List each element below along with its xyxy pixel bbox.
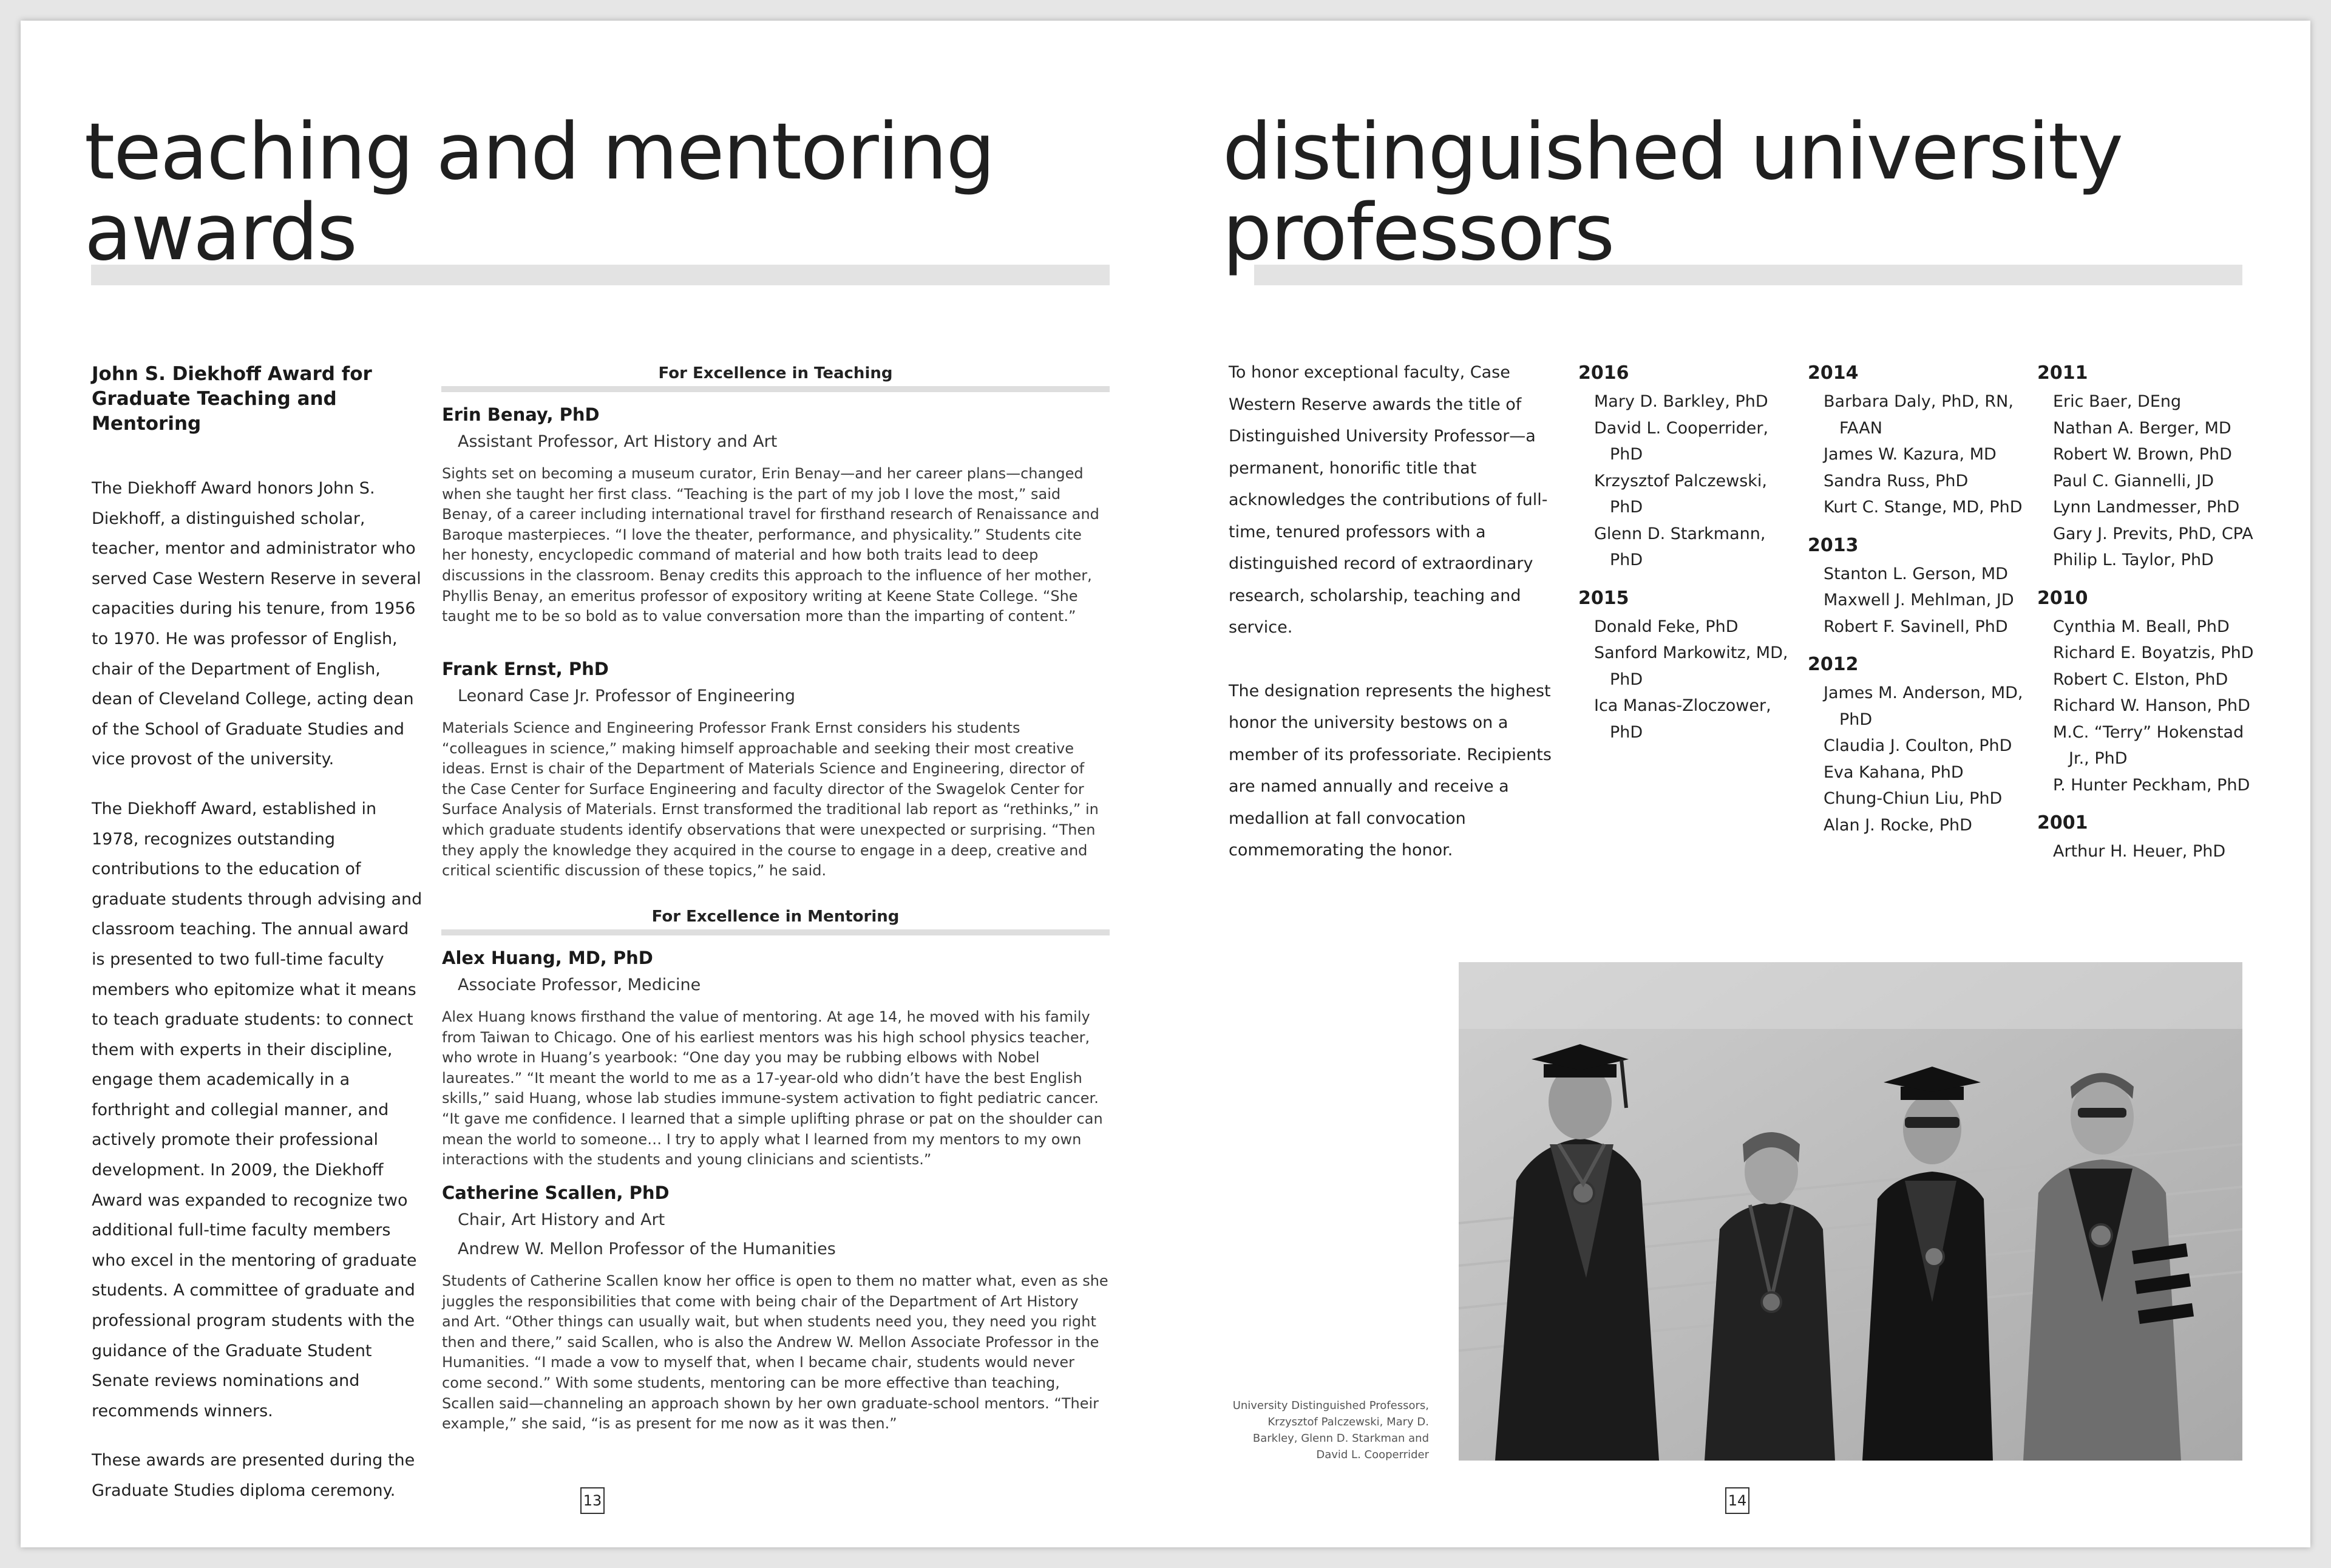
professors-photo [1459, 962, 2242, 1461]
professor-list [2037, 614, 2256, 799]
left-page-number: 13 [580, 1487, 605, 1514]
teaching-section-heading: For Excellence in Teaching [441, 363, 1110, 392]
diekhoff-award-heading: John S. Diekhoff Award for Graduate Teaching and Mentoring [92, 363, 372, 435]
professor-name: David L. Cooperrider, PhD [1594, 418, 1769, 464]
awardee-title: Assistant Professor, Art History and Art [458, 432, 778, 451]
left-page-title [84, 107, 994, 278]
year-heading: 2001 [2037, 812, 2088, 833]
professor-name: Robert W. Brown, PhD [2053, 445, 2232, 464]
right-page-number: 14 [1725, 1487, 1749, 1514]
professor-name: P. Hunter Peckham, PhD [2053, 775, 2250, 795]
professor-name: Stanton L. Gerson, MD [1824, 564, 2008, 583]
professor-name: Mary D. Barkley, PhD [1594, 392, 1768, 411]
year-heading: 2011 [2037, 362, 2088, 384]
professor-name: Maxwell J. Mehlman, JD [1824, 591, 2014, 609]
professor-list [1578, 614, 1797, 746]
dup-introduction [1229, 357, 1556, 898]
page-spread [21, 21, 2310, 1547]
diekhoff-paragraph: The Diekhoff Award, established in 1978, recognizes outstanding contributions to the education of graduate students through advising and classroom teaching. The annual award is presented to two full-time faculty members who epitomize what it means to teach graduate students: to connect them with experts in their discipline, engage them academically in a forthright and collegial manner, and actively promote their professional development. In 2009, the Diekhoff Award was expanded to recognize two additional full-time faculty members who excel in the mentoring of graduate students. A committee of graduate and professional program students with the guidance of the Graduate Student Senate reviews nominations and recommends winners. [92, 799, 422, 1420]
professor-name: Nathan A. Berger, MD [2053, 418, 2231, 438]
right-title-line-1: distinguished university [1223, 107, 2122, 197]
awardee-bio: Materials Science and Engineering Professor Frank Ernst considers his students “colleagues in science,” making himself approachable and seeking their most creative ideas. Ernst is chair of the Department of Materials Science and Engineering, director of the Case Center for Surface Engineering and faculty director of the Swagelok Center for Surface Analysis of Materials. Ernst transformed the traditional lab report as “rethinks,” in which graduate students identify observations that were unexpected or surprising. “Then they apply the knowledge they acquired in the course to engage in a deep, creative and critical scientific discussion of these topics,” he said. [442, 719, 1099, 880]
awardee-bio: Alex Huang knows firsthand the value of mentoring. At age 14, he moved with his family from Taiwan to Chicago. One of his earliest mentors was his high school physics teacher, who wrote in Huang’s yearbook: “One day you may be rubbing elbows with Nobel laureates.” “It meant the world to me as a 17-year-old who didn’t have the best English skills,” said Huang, whose lab studies immune-system activation to fight pediatric cancer. “It gave me confidence. I learned that a simple uplifting phrase or pat on the shoulder can mean the world to someone… I try to apply what I learned from my mentors to my own interactions with the students and young clinicians and scientists.” [442, 1008, 1103, 1169]
professor-name: James W. Kazura, MD [1824, 445, 1997, 464]
year-column [2037, 362, 2256, 878]
year-column [1808, 362, 2026, 852]
professor-list [1578, 389, 1797, 574]
professor-name: Gary J. Previts, PhD, CPA [2053, 524, 2253, 543]
mentoring-section-heading: For Excellence in Mentoring [441, 906, 1110, 935]
professor-list [1808, 389, 2026, 521]
year-heading: 2012 [1808, 654, 1859, 675]
professor-name: Robert F. Savinell, PhD [1824, 617, 2008, 636]
professor-name: Philip L. Taylor, PhD [2053, 551, 2214, 569]
professor-name: Glenn D. Starkmann, PhD [1594, 524, 1766, 569]
awardee-name: Erin Benay, PhD [442, 404, 600, 425]
left-title-line-1: teaching and mentoring [84, 107, 994, 197]
professor-name: Cynthia M. Beall, PhD [2053, 617, 2230, 636]
professor-name: Alan J. Rocke, PhD [1824, 815, 1972, 835]
professor-name: Claudia J. Coulton, PhD [1824, 736, 2012, 755]
professors-photo-graphic [1459, 962, 2242, 1461]
awardee-bio: Sights set on becoming a museum curator, Erin Benay—and her career plans—changed when she taught her first class. “Teaching is the part of my job I love the most,” said Benay, of a career including international travel for firsthand research of Renaissance and Baroque masterpieces. “I love the theater, performance, and physicality.” Students cite her honesty, encyclopedic command of material and how both traits lead to deep discussions in the classroom. Benay credits this approach to the influence of her mother, Phyllis Benay, an emeritus professor of expository writing at Keene State College. “She taught me to be so bold as to value conversation more than the imparting of content.” [442, 465, 1099, 625]
professor-name: Robert C. Elston, PhD [2053, 670, 2228, 689]
awardee-bio: Students of Catherine Scallen know her office is open to them no matter what, even as she juggles the responsibilities that come with being chair of the Department of Art History and Art. “Other things can usually wait, but when students need you, they need you right then and there,” said Scallen, who is also the Andrew W. Mellon Associate Professor in the Humanities. “I made a vow to myself that, when I became chair, students would never come second.” With some students, mentoring can be more effective than teaching, Scallen said—channeling an approach shown by her own graduate-school mentors. “Their example,” she said, “is as present for me now as it was then.” [442, 1272, 1108, 1433]
awardee-title: Andrew W. Mellon Professor of the Humanities [458, 1240, 836, 1258]
professor-name: Richard W. Hanson, PhD [2053, 696, 2250, 715]
professor-name: Paul C. Giannelli, JD [2053, 471, 2214, 490]
professor-list [1808, 680, 2026, 838]
professor-name: Richard E. Boyatzis, PhD [2053, 643, 2254, 662]
left-title-line-2: awards [84, 188, 356, 278]
intro-paragraph: The designation represents the highest honor the university bestows on a member of its professoriate. Recipients are named annually and receive a medallion at fall convocation commemorating the honor. [1229, 681, 1552, 860]
professor-list [1808, 561, 2026, 640]
awardee-name: Catherine Scallen, PhD [442, 1183, 670, 1203]
professor-name: Kurt C. Stange, MD, PhD [1824, 498, 2023, 517]
diekhoff-description [92, 473, 426, 1526]
year-heading: 2015 [1578, 587, 1629, 609]
professor-list [2037, 838, 2256, 865]
awardee-title: Associate Professor, Medicine [458, 976, 701, 994]
year-column [1578, 362, 1797, 759]
professor-name: Barbara Daly, PhD, RN, FAAN [1824, 392, 2014, 438]
awardee-name: Alex Huang, MD, PhD [442, 948, 653, 968]
professor-name: Eva Kahana, PhD [1824, 762, 1964, 782]
right-title-line-2: professors [1223, 188, 1614, 278]
year-heading: 2013 [1808, 534, 1859, 556]
awardee-name: Frank Ernst, PhD [442, 659, 609, 679]
professor-name: Krzysztof Palczewski, PhD [1594, 471, 1768, 517]
professor-name: Donald Feke, PhD [1594, 617, 1739, 636]
year-heading: 2016 [1578, 362, 1629, 384]
diekhoff-paragraph: These awards are presented during the Graduate Studies diploma ceremony. [92, 1451, 415, 1500]
professor-name: Chung-Chiun Liu, PhD [1824, 789, 2003, 808]
diekhoff-paragraph: The Diekhoff Award honors John S. Diekhoff, a distinguished scholar, teacher, mentor and administrator who served Case Western Reserve in several capacities during his tenure, from 1956 to 1970. He was professor of English, chair of the Department of English, dean of Cleveland College, acting dean of the School of Graduate Studies and vice provost of the university. [92, 479, 421, 769]
year-heading: 2010 [2037, 587, 2088, 609]
awardee-title: Chair, Art History and Art [458, 1210, 665, 1229]
professor-name: M.C. “Terry” Hokenstad Jr., PhD [2053, 722, 2244, 768]
intro-paragraph: To honor exceptional faculty, Case Western Reserve awards the title of Distinguished University Professor—a permanent, honorific title that acknowledges the contributions of full-time, tenured professors with a distinguished record of extraordinary research, scholarship, teaching and service. [1229, 363, 1548, 637]
professor-name: James M. Anderson, MD, PhD [1824, 684, 2023, 729]
professor-name: Ica Manas-Zloczower, PhD [1594, 696, 1771, 742]
right-page-title [1223, 107, 2122, 278]
professor-name: Arthur H. Heuer, PhD [2053, 842, 2226, 861]
photo-caption: University Distinguished Professors, Krzysztof Palczewski, Mary D. Barkley, Glenn D. Starkman and David L. Cooperrider [1232, 1399, 1429, 1461]
professor-name: Sanford Markowitz, MD, PhD [1594, 643, 1788, 689]
professor-name: Eric Baer, DEng [2053, 392, 2182, 411]
professor-name: Sandra Russ, PhD [1824, 471, 1969, 490]
professor-name: Lynn Landmesser, PhD [2053, 498, 2240, 517]
professor-list [2037, 389, 2256, 574]
awardee-title: Leonard Case Jr. Professor of Engineering [458, 687, 796, 705]
year-heading: 2014 [1808, 362, 1859, 384]
